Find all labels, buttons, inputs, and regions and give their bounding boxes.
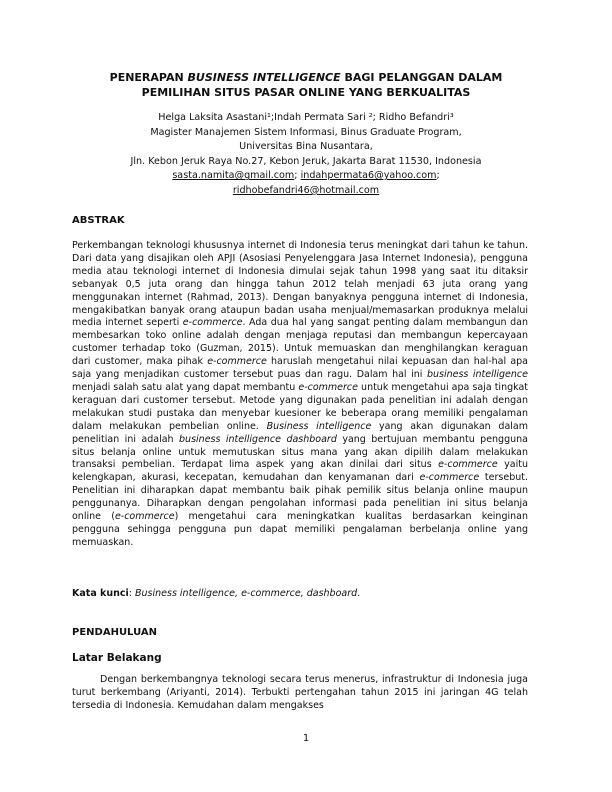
author-address: Jln. Kebon Jeruk Raya No.27, Kebon Jeruk, Jakarta Barat 11530, Indonesia: [130, 155, 482, 167]
keywords-list: Business intelligence, e-commerce, dashboard: [135, 588, 358, 599]
author-program: Magister Manajemen Sistem Informasi, Binus Graduate Program,: [150, 126, 462, 138]
title-line-2: PEMILIHAN SITUS PASAR ONLINE YANG BERKUALITAS: [141, 86, 471, 99]
keywords-label: Kata kunci: [72, 588, 129, 599]
paper-title: [60, 70, 552, 100]
subsection-heading-latar-belakang: Latar Belakang: [72, 652, 162, 664]
author-block: [60, 111, 552, 199]
email-link-2[interactable]: indahpermata6@yahoo.com: [300, 170, 437, 182]
section-heading-pendahuluan: PENDAHULUAN: [72, 627, 157, 638]
abstract-text: Perkembangan teknologi khususnya internet di Indonesia terus meningkat dari tahun ke tahun. Dari data yang disajikan oleh APJI (Asosiasi Penyelenggara Jasa Internet Indonesia), pengguna media atau teknologi internet di Indonesia dimulai sejak tahun 1998 yang saat itu ditaksir sebanyak 0,5 juta orang dan hingga tahun 2012 telah menjadi 63 juta orang yang menggunakan internet (Rahmad, 2013). Dengan banyaknya pengguna internet di Indonesia, mengakibatkan banyak orang ataupun badan usaha menjual/memasarkan produknya melalui media internet seperti e-commerce. Ada dua hal yang sangat penting dalam membangun dan membesarkan toko online adalah dengan menjaga reputasi dan membangun kepercayaan customer terhadap toko (Guzman, 2015). Untuk memuaskan dan menghilangkan keraguan dari customer, maka pihak e-commerce haruslah mengetahui nilai kepuasan dan hal-hal apa saja yang menjadikan customer tersebut puas dan ragu. Dalam hal ini business intelligence menjadi salah satu alat yang dapat membantu e-commerce untuk mengetahui apa saja tingkat keraguan dari customer tersebut. Metode yang digunakan pada penelitian ini adalah dengan melakukan studi pustaka dan menyebar kuesioner ke beberapa orang memiliki pengalaman dalam melakukan pembelian online. Business intelligence yang akan digunakan dalam penelitian ini adalah business intelligence dashboard yang bertujuan membantu pengguna situs belanja online untuk memutuskan situs mana yang akan dipilih dalam melakukan transaksi pembelian. Terdapat lima aspek yang akan dinilai dari situs e-commerce yaitu kelengkapan, akurasi, kecepatan, kemudahan dan kenyamanan dari e-commerce tersebut. Penelitian ini diharapkan dapat membantu baik pihak pemilik situs belanja online maupun penggunanya. Diharapkan dengan pengolahan informasi pada penelitian ini situs belanja online (e-commerce) mengetahui cara meningkatkan kualitas berdasarkan keinginan pengguna sehingga pengguna pun dapat memiliki pengalaman berbelanja online yang memuaskan.: [72, 240, 529, 548]
author-emails: sasta.namita@gmail.com; indahpermata6@yahoo.com;: [172, 170, 440, 182]
title-line-1: PENERAPAN BUSINESS INTELLIGENCE BAGI PELANGGAN DALAM: [109, 71, 503, 84]
keywords-line: Kata kunci: Business intelligence, e-commerce, dashboard.: [72, 588, 361, 599]
abstract-heading: ABSTRAK: [72, 215, 125, 226]
page-number: 1: [302, 733, 310, 744]
author-names: Helga Laksita Asastani¹;Indah Permata Sari ²; Ridho Befandri³: [158, 112, 454, 123]
email-link-3[interactable]: ridhobefandri46@hotmail.com: [232, 184, 380, 196]
author-university: Universitas Bina Nusantara,: [239, 141, 373, 153]
email-link-1[interactable]: sasta.namita@gmail.com: [172, 170, 295, 182]
intro-paragraph: Dengan berkembangnya teknologi secara terus menerus, infrastruktur di Indonesia juga turut berkembang (Ariyanti, 2014). Terbukti pertengahan tahun 2015 ini jaringan 4G telah tersedia di Indonesia. Kemudahan dalam mengakses: [72, 674, 528, 711]
